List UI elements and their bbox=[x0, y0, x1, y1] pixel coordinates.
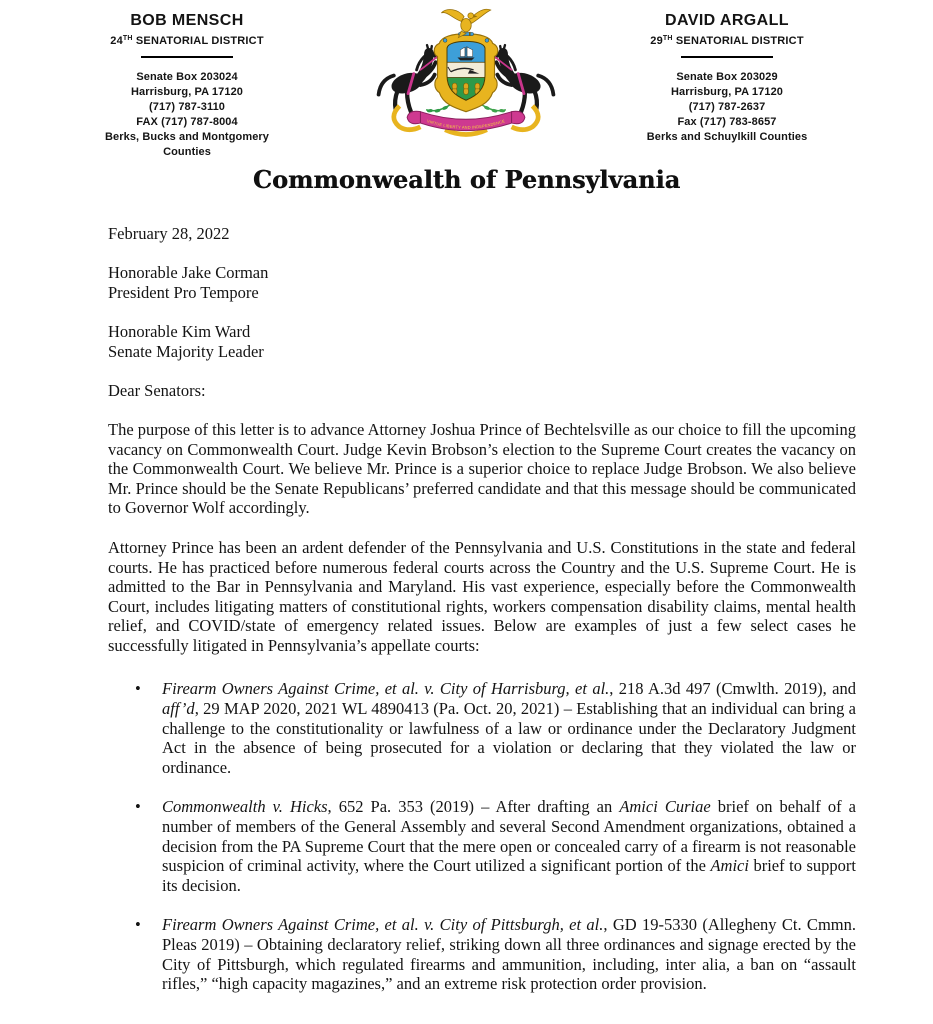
recipient-name: Honorable Jake Corman bbox=[108, 263, 269, 283]
shield-icon bbox=[434, 32, 498, 111]
wheat-sheaves-icon bbox=[452, 83, 480, 94]
case-list bbox=[108, 679, 856, 993]
recipient-title: President Pro Tempore bbox=[108, 282, 259, 302]
senator-name-right: DAVID ARGALL bbox=[665, 12, 789, 29]
supporter-horse-right-icon bbox=[492, 45, 554, 112]
senatorial-district-right bbox=[620, 32, 834, 48]
letterhead-right bbox=[620, 12, 834, 145]
supporter-horse-left-icon bbox=[379, 45, 441, 112]
pennsylvania-coat-of-arms-icon bbox=[371, 5, 561, 148]
recipient-title: Senate Majority Leader bbox=[108, 341, 264, 361]
address-line: Senate Box 203029 bbox=[676, 71, 778, 83]
motto-text: VIRTUE LIBERTY AND INDEPENDENCE bbox=[426, 118, 506, 130]
counties-line: Counties bbox=[163, 146, 211, 158]
senatorial-district-left bbox=[80, 32, 294, 48]
fax-line: FAX (717) 787-8004 bbox=[136, 116, 238, 128]
district-ordinal-suffix: TH bbox=[122, 35, 133, 42]
address-line: Harrisburg, PA 17120 bbox=[130, 86, 244, 98]
district-ordinal-suffix: TH bbox=[662, 35, 673, 42]
case-list-item: • Firearm Owners Against Crime, et al. v. City of Pittsburgh, et al., GD 19-5330 (Allegheny Ct. Cmmn. Pleas 2019) – Obtaining declaratory relief, striking down all three ordinances and signage erected by the City of Pittsburgh, which regulated firearms and ammunition, including, inter alia, a ban on “assault rifles,” “high capacity magazines,” and an extreme risk protection order provision. bbox=[108, 915, 856, 993]
case-list-item: • Firearm Owners Against Crime, et al. v. City of Harrisburg, et al., 218 A.3d 497 (Cmwlth. 2019), and aff’d, 29 MAP 2020, 2021 WL 4890413 (Pa. Oct. 20, 2021) – Establishing that an individual can bring a challenge to the constitutionality or lawfulness of a law or ordinance under the Declaratory Judgment Act in the absence of being prosecuted for a violation or declaring that they violated the law or ordinance. bbox=[108, 679, 856, 777]
counties-line: Berks, Bucks and Montgomery bbox=[104, 131, 270, 143]
district-number: 24 bbox=[110, 35, 123, 47]
address-line: Harrisburg, PA 17120 bbox=[670, 86, 784, 98]
address-line: Senate Box 203024 bbox=[136, 71, 238, 83]
case-list-item: • Commonwealth v. Hicks, 652 Pa. 353 (2019) – After drafting an Amici Curiae brief on behalf of a number of members of the General Assembly and several Second Amendment organizations, obtained a decision from the PA Supreme Court that the mere open or concealed carry of a firearm is not reasonable suspicion of criminal activity, where the Court utilized a significant portion of the Amici brief to support its decision. bbox=[108, 797, 856, 895]
district-label: SENATORIAL DISTRICT bbox=[132, 35, 264, 47]
phone-line: (717) 787-2637 bbox=[688, 101, 766, 113]
senator-name-left: BOB MENSCH bbox=[130, 12, 244, 29]
letterhead-left bbox=[80, 12, 294, 160]
district-label: SENATORIAL DISTRICT bbox=[672, 35, 804, 47]
contact-block-left bbox=[80, 70, 294, 160]
letterhead-divider bbox=[681, 56, 773, 58]
district-number: 29 bbox=[650, 35, 663, 47]
motto-ribbon-icon bbox=[407, 111, 525, 130]
letter-date: February 28, 2022 bbox=[108, 224, 230, 243]
paragraph: Attorney Prince has been an ardent defender of the Pennsylvania and U.S. Constitutions in the state and federal courts. He has practiced before numerous federal courts across the Country and the U.S. Supreme Court. He is admitted to the Bar in Pennsylvania and Maryland. His vast experience, especially before the Commonwealth Court, includes litigating matters of constitutional rights, workers compensation disability claims, mental health relief, and COVID/state of emergency related issues. Below are examples of just a few select cases he successfully litigated in Pennsylvania’s appellate courts: bbox=[108, 537, 856, 655]
paragraph: The purpose of this letter is to advance Attorney Joshua Prince of Bechtelsville as our choice to fill the upcoming vacancy on Commonwealth Court. Judge Kevin Brobson’s election to the Supreme Court creates the vacancy on the Commonwealth Court. We believe Mr. Prince is a superior choice to replace Judge Brobson. We also believe Mr. Prince should be the Senate Republicans’ preferred candidate and that this message should be communicated to Governor Wolf accordingly. bbox=[108, 419, 856, 518]
recipient-block bbox=[108, 263, 856, 302]
salutation: Dear Senators: bbox=[108, 380, 206, 400]
counties-line: Berks and Schuylkill Counties bbox=[646, 131, 808, 143]
contact-block-right bbox=[620, 70, 834, 145]
fax-line: Fax (717) 783-8657 bbox=[677, 116, 777, 128]
letterhead-divider bbox=[141, 56, 233, 58]
recipient-block bbox=[108, 322, 856, 361]
phone-line: (717) 787-3110 bbox=[148, 101, 225, 113]
recipient-name: Honorable Kim Ward bbox=[108, 321, 251, 341]
document-title: Commonwealth of Pennsylvania bbox=[252, 165, 681, 194]
letter-body bbox=[108, 224, 856, 994]
